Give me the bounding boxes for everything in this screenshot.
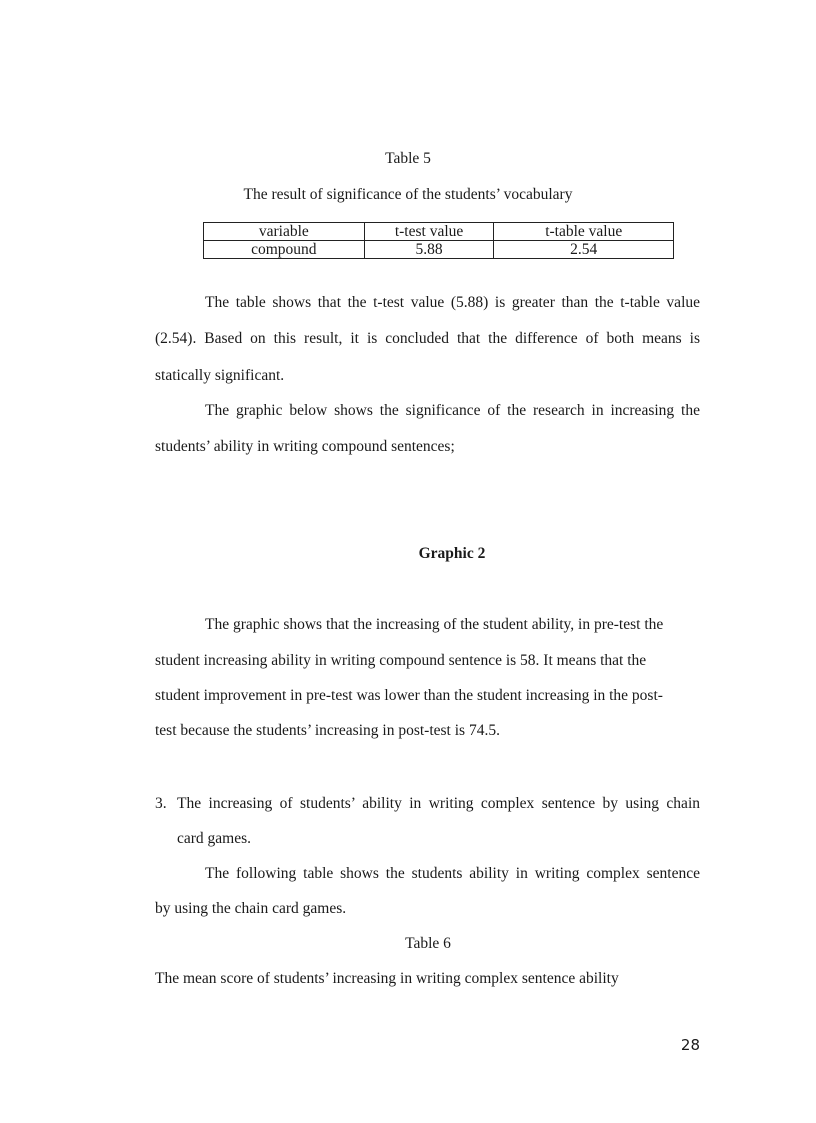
table-cell: compound xyxy=(204,241,365,259)
table5-caption: Table 5 xyxy=(385,150,431,167)
paragraph-line: The graphic below shows the significance of the research in increasing the xyxy=(205,402,700,419)
paragraph-line: (2.54). Based on this result, it is concluded that the difference of both means is xyxy=(155,330,700,347)
table-header-cell: t-test value xyxy=(364,223,494,241)
paragraph-line: students’ ability in writing compound sentences; xyxy=(155,438,455,455)
list-item-line: The increasing of students’ ability in writing complex sentence by using chain xyxy=(177,795,700,812)
table-header-cell: t-table value xyxy=(494,223,674,241)
paragraph-line: The table shows that the t-test value (5.88) is greater than the t-table value xyxy=(205,294,700,311)
table6-caption: Table 6 xyxy=(405,935,451,952)
list-number: 3. xyxy=(155,795,167,812)
table-row xyxy=(204,241,674,259)
paragraph-line: student increasing ability in writing compound sentence is 58. It means that the xyxy=(155,652,647,669)
table-cell: 2.54 xyxy=(494,241,674,259)
table5 xyxy=(203,222,674,259)
paragraph-line: The graphic shows that the increasing of the student ability, in pre-test the xyxy=(205,616,664,633)
table5-title: The result of significance of the students’ vocabulary xyxy=(243,186,573,203)
table-header-cell: variable xyxy=(204,223,365,241)
paragraph-line: test because the students’ increasing in post-test is 74.5. xyxy=(155,722,500,739)
list-item-line: card games. xyxy=(177,830,252,847)
table6-title: The mean score of students’ increasing in writing complex sentence ability xyxy=(155,970,619,987)
paragraph-line: The following table shows the students ability in writing complex sentence xyxy=(205,865,700,882)
paragraph-line: by using the chain card games. xyxy=(155,900,347,917)
page-number: 28 xyxy=(680,1036,700,1054)
table-cell: 5.88 xyxy=(364,241,494,259)
paragraph-line: student improvement in pre-test was lower than the student increasing in the post- xyxy=(155,687,663,704)
table-header-row xyxy=(204,223,674,241)
graphic2-caption: Graphic 2 xyxy=(418,545,486,562)
paragraph-line: statically significant. xyxy=(155,367,285,384)
